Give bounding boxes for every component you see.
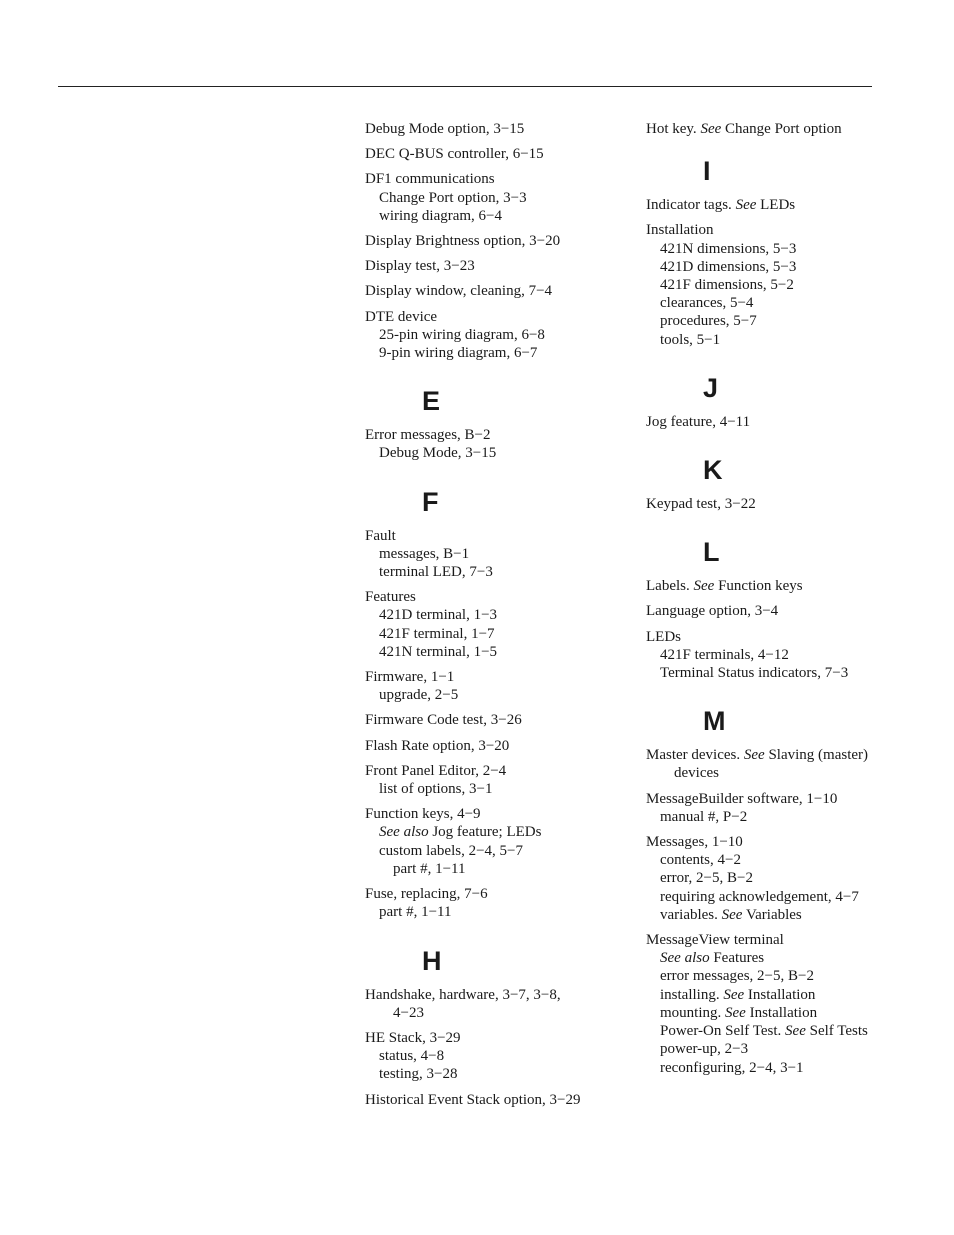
index-subterm	[646, 1022, 908, 1040]
index-locator-text: Jog feature, 4−11	[646, 413, 751, 430]
index-subterm	[646, 851, 908, 869]
index-locator-text: part #, 1−11	[393, 860, 466, 877]
index-entry	[365, 257, 627, 275]
index-entry	[365, 232, 627, 250]
index-entry	[646, 577, 908, 595]
index-locator-text: Terminal Status indicators, 7−3	[660, 665, 849, 682]
index-entry	[365, 308, 627, 363]
index-locator-text: testing, 3−28	[379, 1066, 458, 1083]
index-locator-text: Keypad test, 3−22	[646, 496, 756, 513]
index-column-right	[646, 120, 908, 1084]
index-locator-text: custom labels, 2−4, 5−7	[379, 842, 523, 859]
index-term	[365, 885, 627, 903]
index-term	[365, 1091, 627, 1109]
index-entry	[646, 120, 908, 138]
index-term-text: installing.	[660, 986, 724, 1003]
index-term	[646, 120, 908, 138]
index-locator-text: MessageView terminal	[646, 932, 784, 949]
index-subterm	[646, 1059, 908, 1077]
index-term-text: Labels.	[646, 578, 694, 595]
index-locator-text: Installation	[744, 986, 816, 1003]
index-term	[646, 577, 908, 595]
index-term	[646, 628, 908, 646]
index-locator-text: DTE device	[365, 308, 438, 325]
index-term	[365, 986, 627, 1004]
index-locator-text: Display Brightness option, 3−20	[365, 233, 561, 250]
index-locator-text: 421F terminals, 4−12	[660, 646, 789, 663]
index-locator-text: Firmware, 1−1	[365, 669, 455, 686]
index-locator-text: 421F dimensions, 5−2	[660, 277, 794, 294]
index-locator-text: Slaving (master)	[764, 747, 869, 764]
index-locator-text: Jog feature; LEDs	[428, 824, 542, 841]
index-entry	[646, 495, 908, 513]
index-entry	[365, 527, 627, 582]
index-subterm	[365, 842, 627, 860]
index-subterm	[646, 1004, 908, 1022]
index-locator-text: terminal LED, 7−3	[379, 564, 493, 581]
index-subterm	[365, 563, 627, 581]
index-locator-text: 25-pin wiring diagram, 6−8	[379, 326, 545, 343]
index-term-text: Indicator tags.	[646, 197, 736, 214]
index-term	[365, 668, 627, 686]
index-term	[365, 232, 627, 250]
header-rule	[58, 86, 872, 87]
index-entry	[365, 737, 627, 755]
index-entry	[365, 145, 627, 163]
index-term	[646, 602, 908, 620]
index-entry	[646, 628, 908, 683]
index-locator-text: 421N dimensions, 5−3	[660, 240, 797, 257]
index-locator-text: DF1 communications	[365, 171, 495, 188]
index-locator-text: Change Port option	[721, 121, 842, 137]
index-locator-text: Language option, 3−4	[646, 603, 779, 620]
index-entry	[365, 120, 627, 138]
index-locator-text: Variables	[742, 906, 802, 923]
index-term	[365, 145, 627, 163]
index-term	[646, 833, 908, 851]
index-entry	[365, 762, 627, 798]
index-term	[365, 426, 627, 444]
section-letter-k: K	[703, 455, 723, 486]
section-letter-h: H	[422, 945, 442, 976]
index-subterm	[365, 344, 627, 362]
see-reference: See also	[660, 950, 710, 967]
index-subterm	[365, 903, 627, 921]
index-locator-text: Debug Mode, 3−15	[379, 445, 497, 462]
index-locator-text: error, 2−5, B−2	[660, 870, 753, 887]
index-subterm	[365, 1065, 627, 1083]
index-entry	[365, 426, 627, 462]
index-locator-text: power-up, 2−3	[660, 1041, 749, 1058]
index-term	[646, 413, 908, 431]
index-entry	[646, 931, 908, 1077]
index-entry	[365, 986, 627, 1022]
index-continuation	[365, 860, 627, 878]
index-locator-text: Debug Mode option, 3−15	[365, 121, 525, 137]
index-locator-text: contents, 4−2	[660, 852, 741, 869]
index-entry	[365, 588, 627, 661]
index-locator-text: Installation	[646, 222, 714, 239]
index-term	[365, 588, 627, 606]
index-locator-text: Function keys	[714, 578, 803, 595]
index-subterm	[646, 986, 908, 1004]
index-locator-text: 4−23	[393, 1004, 424, 1021]
index-term	[365, 120, 627, 138]
index-subterm	[646, 276, 908, 294]
see-reference: See	[725, 1004, 746, 1021]
index-subterm	[646, 646, 908, 664]
index-locator-text: Front Panel Editor, 2−4	[365, 762, 507, 779]
index-term-text: Power-On Self Test.	[660, 1023, 786, 1040]
index-term	[646, 746, 908, 764]
section-letter-i: I	[703, 156, 711, 187]
see-reference: See	[735, 197, 757, 214]
index-entry	[646, 833, 908, 924]
see-reference: See	[743, 747, 765, 764]
index-continuation	[365, 1004, 627, 1022]
index-locator-text: list of options, 3−1	[379, 781, 493, 798]
index-entry	[646, 746, 908, 782]
index-locator-text: 421D dimensions, 5−3	[660, 258, 797, 275]
index-subterm	[365, 823, 627, 841]
index-locator-text: upgrade, 2−5	[379, 687, 459, 704]
index-locator-text: procedures, 5−7	[660, 313, 757, 330]
index-subterm	[365, 207, 627, 225]
index-term	[365, 737, 627, 755]
index-entry	[646, 221, 908, 348]
index-locator-text: 421F terminal, 1−7	[379, 625, 495, 642]
section-letter-j: J	[703, 372, 719, 403]
index-subterm	[646, 240, 908, 258]
index-term	[365, 308, 627, 326]
index-subterm	[365, 606, 627, 624]
index-entry	[646, 413, 908, 431]
index-subterm	[365, 643, 627, 661]
index-term	[365, 805, 627, 823]
index-term	[365, 1029, 627, 1047]
index-locator-text: status, 4−8	[379, 1048, 445, 1065]
index-locator-text: tools, 5−1	[660, 331, 721, 348]
index-subterm	[646, 888, 908, 906]
index-subterm	[646, 967, 908, 985]
index-locator-text: Handshake, hardware, 3−7, 3−8,	[365, 986, 561, 1003]
index-locator-text: HE Stack, 3−29	[365, 1029, 461, 1046]
index-locator-text: reconfiguring, 2−4, 3−1	[660, 1059, 804, 1076]
index-entry	[646, 790, 908, 826]
index-subterm	[365, 444, 627, 462]
index-locator-text: Function keys, 4−9	[365, 806, 481, 823]
index-term	[365, 711, 627, 729]
index-entry	[365, 668, 627, 704]
index-locator-text: Features	[709, 950, 765, 967]
index-locator-text: MessageBuilder software, 1−10	[646, 790, 838, 807]
index-entry	[365, 1029, 627, 1084]
index-term	[646, 495, 908, 513]
index-locator-text: messages, B−1	[379, 545, 470, 562]
index-term-text: Hot key.	[646, 121, 701, 137]
index-entry	[365, 1091, 627, 1109]
index-subterm	[646, 331, 908, 349]
index-entry	[646, 602, 908, 620]
index-locator-text: Fault	[365, 527, 396, 544]
index-locator-text: error messages, 2−5, B−2	[660, 968, 814, 985]
index-subterm	[646, 906, 908, 924]
see-reference: See	[693, 578, 715, 595]
index-locator-text: devices	[674, 765, 719, 782]
index-locator-text: Historical Event Stack option, 3−29	[365, 1091, 581, 1108]
index-column-left	[365, 120, 627, 1116]
index-term-text: variables.	[660, 906, 722, 923]
index-subterm	[646, 258, 908, 276]
index-subterm	[365, 545, 627, 563]
section-letter-f: F	[422, 486, 439, 517]
index-locator-text: Messages, 1−10	[646, 834, 743, 851]
index-term	[646, 196, 908, 214]
index-locator-text: Installation	[745, 1004, 818, 1021]
index-locator-text: Self Tests	[805, 1023, 868, 1040]
index-locator-text: LEDs	[756, 197, 796, 214]
index-term	[646, 931, 908, 949]
index-locator-text: requiring acknowledgement, 4−7	[660, 888, 859, 905]
index-term	[646, 221, 908, 239]
index-term	[365, 170, 627, 188]
index-entry	[646, 196, 908, 214]
index-subterm	[646, 294, 908, 312]
index-term	[365, 282, 627, 300]
index-term-text: Master devices.	[646, 747, 744, 764]
section-letter-l: L	[703, 537, 720, 568]
index-locator-text: clearances, 5−4	[660, 295, 754, 312]
index-term	[646, 790, 908, 808]
see-reference: See	[700, 121, 722, 137]
index-locator-text: Display window, cleaning, 7−4	[365, 283, 553, 300]
index-subterm	[365, 326, 627, 344]
index-locator-text: LEDs	[646, 628, 681, 645]
index-locator-text: Firmware Code test, 3−26	[365, 712, 522, 729]
index-term-text: mounting.	[660, 1004, 726, 1021]
index-locator-text: DEC Q-BUS controller, 6−15	[365, 146, 544, 163]
index-subterm	[646, 1040, 908, 1058]
index-subterm	[646, 664, 908, 682]
index-subterm	[365, 1047, 627, 1065]
index-subterm	[365, 189, 627, 207]
index-term	[365, 762, 627, 780]
section-letter-e: E	[422, 386, 441, 417]
index-locator-text: Error messages, B−2	[365, 427, 491, 444]
index-locator-text: Features	[365, 589, 416, 606]
index-subterm	[365, 625, 627, 643]
see-reference: See	[785, 1023, 806, 1040]
index-subterm	[646, 949, 908, 967]
index-subterm	[365, 686, 627, 704]
index-locator-text: Flash Rate option, 3−20	[365, 737, 510, 754]
index-locator-text: manual #, P−2	[660, 808, 748, 825]
see-reference: See also	[379, 824, 429, 841]
index-locator-text: 421D terminal, 1−3	[379, 607, 498, 624]
index-locator-text: Change Port option, 3−3	[379, 189, 527, 206]
see-reference: See	[723, 986, 745, 1003]
index-locator-text: part #, 1−11	[379, 904, 452, 921]
index-term	[365, 527, 627, 545]
index-locator-text: Display test, 3−23	[365, 258, 475, 275]
index-subterm	[646, 808, 908, 826]
index-locator-text: wiring diagram, 6−4	[379, 207, 503, 224]
index-entry	[365, 805, 627, 878]
index-subterm	[646, 869, 908, 887]
index-continuation	[646, 764, 908, 782]
index-entry	[365, 170, 627, 225]
index-locator-text: 9-pin wiring diagram, 6−7	[379, 345, 538, 362]
section-letter-m: M	[703, 706, 726, 737]
see-reference: See	[721, 906, 743, 923]
index-term	[365, 257, 627, 275]
index-locator-text: 421N terminal, 1−5	[379, 643, 498, 660]
index-subterm	[646, 312, 908, 330]
index-subterm	[365, 780, 627, 798]
index-entry	[365, 711, 627, 729]
index-locator-text: Fuse, replacing, 7−6	[365, 886, 488, 903]
index-entry	[365, 282, 627, 300]
index-entry	[365, 885, 627, 921]
